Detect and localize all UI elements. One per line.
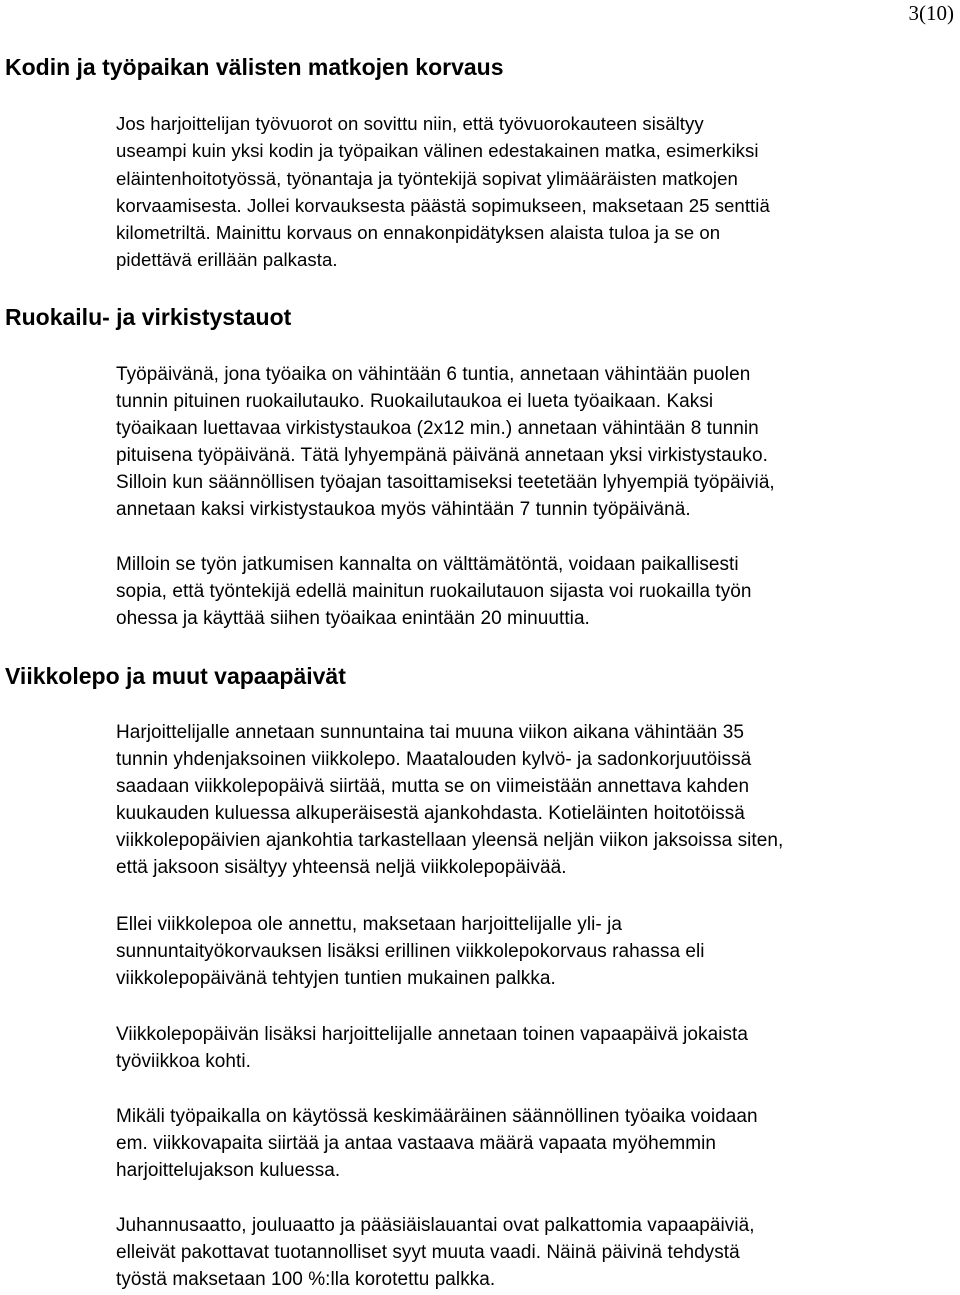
paragraph-travel-compensation (116, 110, 958, 274)
paragraph-extra-day-off (116, 1021, 958, 1075)
text-line: kuukauden kuluessa alkuperäisestä ajankohdasta. Kotieläinten hoitotöissä (116, 803, 745, 824)
text-line: kilometriltä. Mainittu korvaus on ennakonpidätyksen alaista tuloa ja se on (116, 222, 721, 244)
text-line: sopia, että työntekijä edellä mainitun ruokailutauon sijasta voi ruokailla työn (116, 581, 752, 602)
text-line: viikkolepopäivien ajankohtia tarkastellaan yleensä neljän viikon jaksoissa siten, (116, 830, 784, 851)
text-line: sunnuntaityökorvauksen lisäksi erillinen viikkolepokorvaus rahassa eli (116, 941, 705, 962)
text-line: Työpäivänä, jona työaika on vähintään 6 tuntia, annetaan vähintään puolen (116, 364, 751, 385)
text-line: työaikaan luettavaa virkistystaukoa (2x12 min.) annetaan vähintään 8 tunnin (116, 418, 759, 439)
text-line: useampi kuin yksi kodin ja työpaikan välinen edestakainen matka, esimerkiksi (116, 140, 759, 162)
text-line: eläintenhoitotyössä, työnantaja ja työntekijä sopivat ylimääräisten matkojen (116, 167, 738, 189)
text-line: Silloin kun säännöllisen työajan tasoittamiseksi teetetään lyhyempiä työpäiviä, (116, 472, 775, 493)
text-line: Juhannusaatto, jouluaatto ja pääsiäislauantai ovat palkattomia vapaapäiviä, (116, 1215, 755, 1236)
section-heading-meal-breaks: Ruokailu- ja virkistystauot (5, 304, 292, 330)
text-line: em. viikkovapaita siirtää ja antaa vastaava määrä vapaata myöhemmin (116, 1133, 717, 1154)
text-line: Mikäli työpaikalla on käytössä keskimääräinen säännöllinen työaika voidaan (116, 1106, 758, 1127)
paragraph-meal-breaks (116, 361, 958, 523)
text-line: Jos harjoittelijan työvuorot on sovittu niin, että työvuorokauteen sisältyy (116, 113, 704, 134)
paragraph-weekly-rest (116, 719, 958, 881)
text-line: ohessa ja käyttää siihen työaikaa enintään 20 minuuttia. (116, 608, 590, 629)
text-line: elleivät pakottavat tuotannolliset syyt muuta vaadi. Näinä päivinä tehdystä (116, 1242, 740, 1263)
text-line: annetaan kaksi virkistystaukoa myös vähintään 7 tunnin työpäivänä. (116, 499, 691, 520)
text-line: korvaamisesta. Jollei korvauksesta päästä sopimukseen, maksetaan 25 senttiä (116, 194, 770, 216)
section-heading-travel-compensation: Kodin ja työpaikan välisten matkojen korvaus (5, 54, 504, 80)
text-line: työstä maksetaan 100 %:lla korotettu palkka. (116, 1269, 496, 1290)
text-line: saadaan viikkolepopäivä siirtää, mutta se on viimeistään annettava kahden (116, 776, 750, 797)
text-line: tunnin yhdenjaksoinen viikkolepo. Maatalouden kylvö- ja sadonkorjuutöissä (116, 749, 752, 770)
text-line: pituisena työpäivänä. Tätä lyhyempänä päivänä annetaan yksi virkistystauko. (116, 445, 768, 466)
text-line: Ellei viikkolepoa ole annettu, maksetaan harjoittelijalle yli- ja (116, 914, 622, 935)
text-line: harjoittelujakson kuluessa. (116, 1160, 341, 1181)
paragraph-holiday-eves (116, 1212, 958, 1293)
text-line: Viikkolepopäivän lisäksi harjoittelijalle annetaan toinen vapaapäivä jokaista (116, 1024, 748, 1045)
section-heading-weekly-rest: Viikkolepo ja muut vapaapäivät (5, 663, 346, 689)
text-line: Milloin se työn jatkumisen kannalta on välttämätöntä, voidaan paikallisesti (116, 554, 739, 575)
page-number: 3(10) (908, 1, 954, 25)
text-line: Harjoittelijalle annetaan sunnuntaina tai muuna viikon aikana vähintään 35 (116, 722, 744, 743)
paragraph-working-meal (116, 551, 958, 632)
paragraph-rest-compensation (116, 911, 958, 992)
paragraph-average-working-time (116, 1103, 958, 1184)
text-line: tunnin pituinen ruokailutauko. Ruokailutaukoa ei lueta työaikaan. Kaksi (116, 391, 714, 412)
text-line: että jaksoon sisältyy yhteensä neljä viikkolepopäivää. (116, 857, 567, 878)
text-line: viikkolepopäivänä tehtyjen tuntien mukainen palkka. (116, 968, 556, 989)
text-line: työviikkoa kohti. (116, 1051, 251, 1072)
text-line: pidettävä erillään palkasta. (116, 249, 338, 271)
